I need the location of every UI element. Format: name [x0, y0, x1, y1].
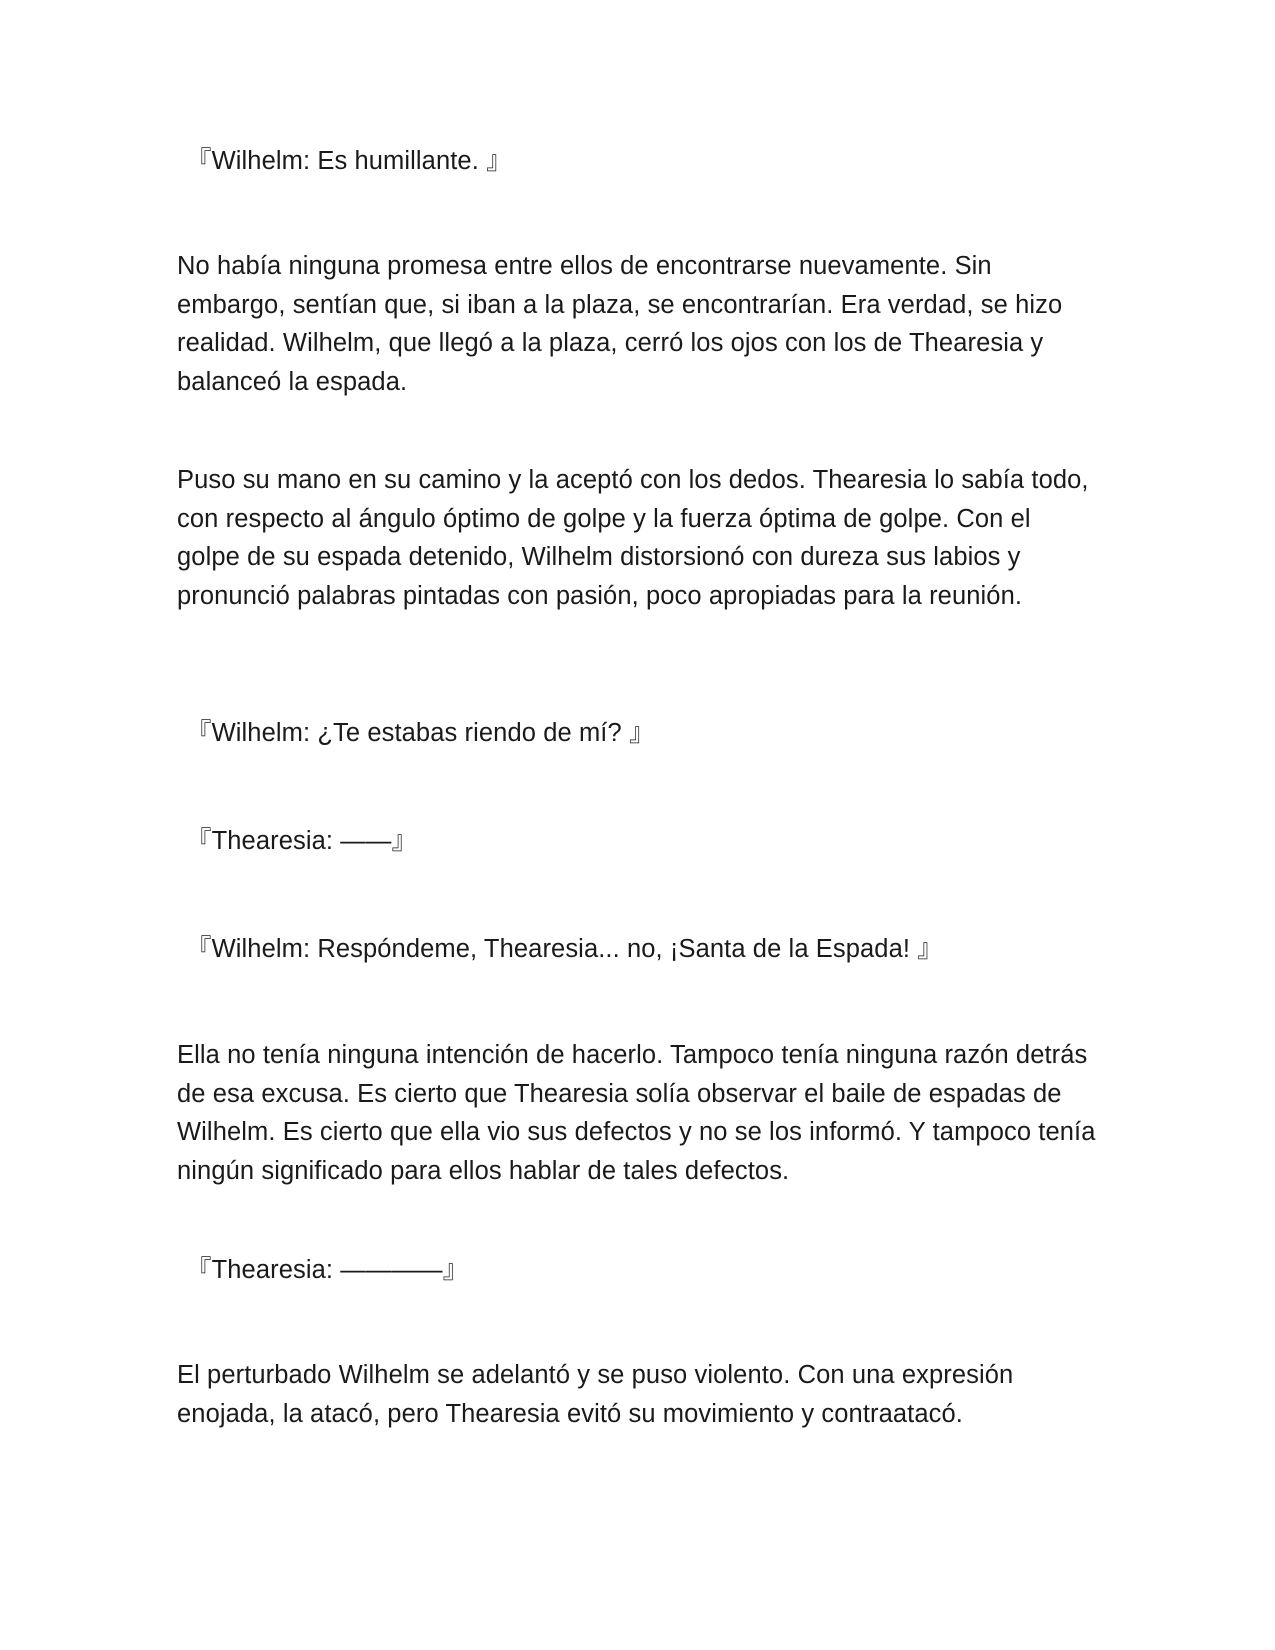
dialogue-line-thearesia-long-silence: 『Thearesia: ————』: [186, 1256, 469, 1284]
paragraph-no-intention: Ella no tenía ninguna intención de hacerlo. Tampoco tenía ninguna razón detrás de esa excusa. Es cierto que Thearesia solía observar el baile de espadas de Wilhelm. Es cierto que ella vio sus defectos y no se los informó. Y tampoco tenía ningún significado para ellos hablar de tales defectos.: [177, 1041, 1096, 1185]
dialogue-line-wilhelm-humiliating: 『Wilhelm: Es humillante. 』: [186, 147, 512, 175]
paragraph-sword-stopped: Puso su mano en su camino y la aceptó con los dedos. Thearesia lo sabía todo, con respecto al ángulo óptimo de golpe y la fuerza óptima de golpe. Con el golpe de su espada detenido, Wilhelm distorsionó con dureza sus labios y pronunció palabras pintadas con pasión, poco apropiadas para la reunión.: [177, 466, 1089, 610]
dialogue-line-thearesia-silence: 『Thearesia: ——』: [186, 827, 418, 855]
dialogue-line-wilhelm-answer-me: 『Wilhelm: Respóndeme, Thearesia... no, ¡Santa de la Espada! 』: [186, 935, 943, 963]
dialogue-line-wilhelm-laughing: 『Wilhelm: ¿Te estabas riendo de mí? 』: [186, 719, 655, 747]
paragraph-promise: No había ninguna promesa entre ellos de encontrarse nuevamente. Sin embargo, sentían que, si iban a la plaza, se encontrarían. Era verdad, se hizo realidad. Wilhelm, que llegó a la plaza, cerró los ojos con los de Thearesia y balanceó la espada.: [177, 252, 1063, 396]
paragraph-counterattack: El perturbado Wilhelm se adelantó y se puso violento. Con una expresión enojada, la atacó, pero Thearesia evitó su movimiento y contraatacó.: [177, 1361, 1014, 1428]
